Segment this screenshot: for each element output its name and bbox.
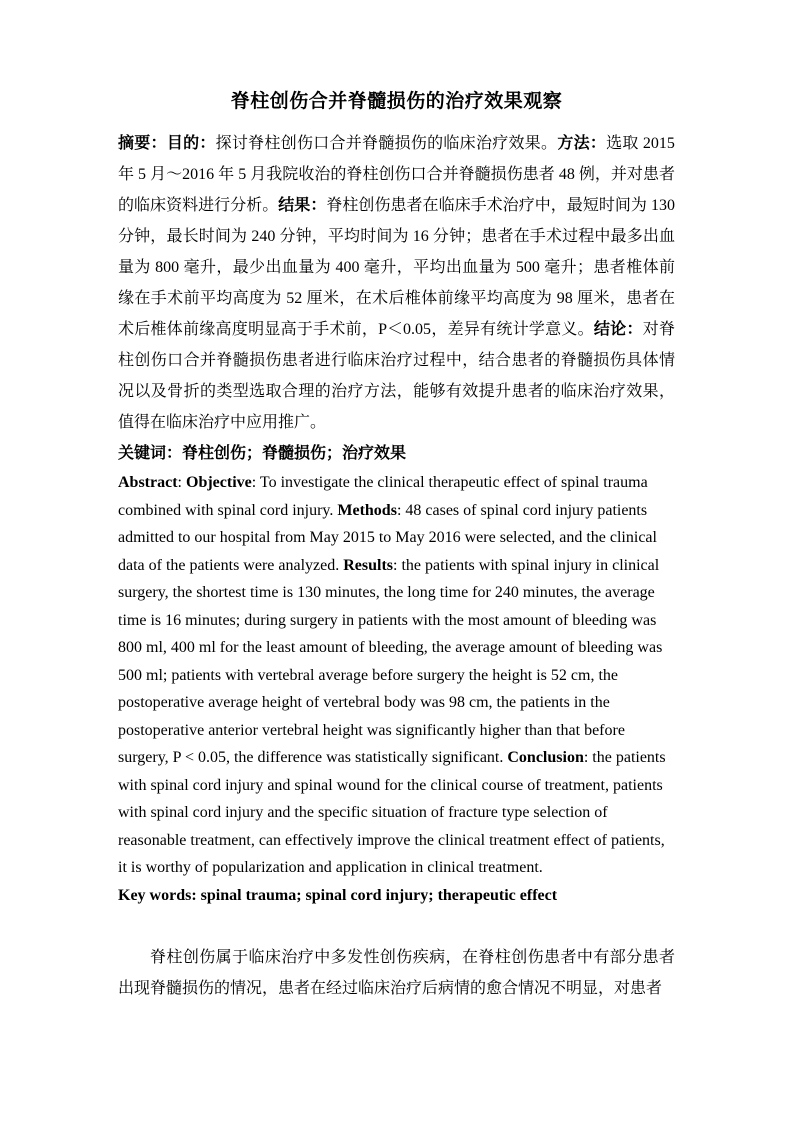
- keywords-english: Key words: spinal trauma; spinal cord injury; therapeutic effect: [118, 886, 558, 904]
- page-title: 脊柱创伤合并脊髓损伤的治疗效果观察: [230, 91, 563, 112]
- abstract-english: Abstract: Objective: To investigate the clinical therapeutic effect of spinal trauma combined with spinal cord injury. Methods: 48 cases of spinal cord injury patients admitted to our hospital from May 2015 to May 2016 were selected, and the clinical data of the patients were analyzed. Results: the patients with spinal injury in clinical surgery, the shortest time is 130 minutes, the long time for 240 minutes, the average time is 16 minutes; during surgery in patients with the most amount of bleeding was 800 ml, 400 ml for the least amount of bleeding, the average amount of bleeding was 500 ml; patients with vertebral average before surgery the height is 52 cm, the postoperative average height of vertebral body was 98 cm, the patients in the postoperative anterior vertebral height was significantly higher than that before surgery, P < 0.05, the difference was statistically significant. Conclusion: the patients with spinal cord injury and spinal wound for the clinical course of treatment, patients with spinal cord injury and the specific situation of fracture type selection of reasonable treatment, can effectively improve the clinical treatment effect of patients, it is worthy of popularization and application in clinical treatment.: [118, 474, 666, 876]
- body-intro-paragraph: 脊柱创伤属于临床治疗中多发性创伤疾病，在脊柱创伤患者中有部分患者出现脊髓损伤的情况，患者在经过临床治疗后病情的愈合情况不明显，对患者: [118, 949, 675, 997]
- abstract-chinese: 摘要：目的：探讨脊柱创伤口合并脊髓损伤的临床治疗效果。方法：选取 2015 年 5 月～2016 年 5 月我院收治的脊柱创伤口合并脊髓损伤患者 48 例，并对患者的临床资料进行分析。结果：脊柱创伤患者在临床手术治疗中，最短时间为 130 分钟，最长时间为 240 分钟，平均时间为 16 分钟；患者在手术过程中最多出血量为 800 毫升，最少出血量为 400 毫升，平均出血量为 500 毫升；患者椎体前缘在手术前平均高度为 52 厘米，在术后椎体前缘平均高度为 98 厘米，患者在术后椎体前缘高度明显高于手术前，P＜0.05，差异有统计学意义。结论：对脊柱创伤口合并脊髓损伤患者进行临床治疗过程中，结合患者的脊髓损伤具体情况以及骨折的类型选取合理的治疗方法，能够有效提升患者的临床治疗效果，值得在临床治疗中应用推广。: [118, 135, 675, 431]
- keywords-chinese: 关键词：脊柱创伤；脊髓损伤；治疗效果: [118, 445, 407, 462]
